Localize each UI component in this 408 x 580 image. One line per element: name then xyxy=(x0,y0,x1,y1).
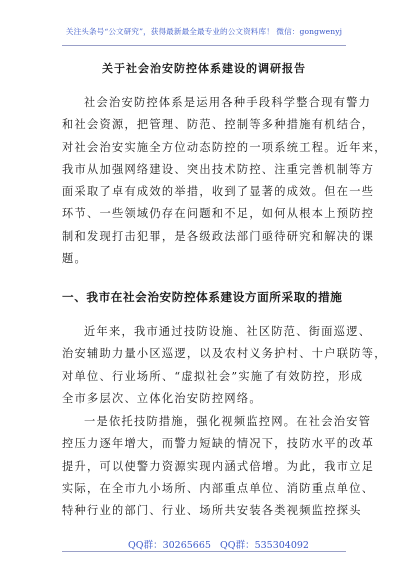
header-divider xyxy=(62,45,346,46)
paragraph-line: 对单位、行业场所、“虚拟社会”实施了有效防控，形成 xyxy=(62,369,364,383)
paragraph-line: 对社会治安实施全方位动态防控的一项系统工程。近年来， xyxy=(62,140,387,154)
paragraph-line: 制和发现打击犯罪，是各级政法部门亟待研究和解决的课 xyxy=(62,229,375,243)
page-header-notice: 关注头条号“公文研究”，获得最新最全最专业的公文资料库！ 微信：gongwenyj xyxy=(65,27,343,36)
paragraph-line: 面采取了卓有成效的举措，收到了显著的成效。但在一些 xyxy=(62,185,375,199)
paragraph-line: 题。 xyxy=(62,252,87,266)
footer-qq-group-right: QQ群：535304092 xyxy=(220,540,309,551)
paragraph-line: 我市从加强网络建设、突出技术防控、注重完善机制等方 xyxy=(62,162,375,176)
paragraph-line: 和社会资源，把管理、防范、控制等多种措施有机结合， xyxy=(62,118,375,132)
paragraph-line: 实际，在全市九小场所、内部重点单位、消防重点单位、 xyxy=(62,481,375,495)
paragraph-line: 社会治安防控体系是运用各种手段科学整合现有警力 xyxy=(84,96,372,109)
intro-paragraph xyxy=(62,92,387,270)
paragraph-line: 近年来，我市通过技防设施、社区防范、街面巡逻、 xyxy=(84,325,372,338)
paragraph-line: 特种行业的部门、行业、场所共安装各类视频监控探头 xyxy=(62,504,362,518)
paragraph-line: 提升，可以使警力资源实现内涵式倍增。为此，我市立足 xyxy=(62,459,375,473)
paragraph-line: 环节、一些领域仍存在问题和不足，如何从根本上预防控 xyxy=(62,207,375,221)
paragraph-line: 治安辅助力量小区巡逻，以及农村义务护村、十户联防等， xyxy=(62,347,387,361)
point-one-paragraph xyxy=(62,411,375,522)
section-heading: 一、我市在社会治安防控体系建设方面所采取的措施 xyxy=(62,290,343,304)
document-title: 关于社会治安防控体系建设的调研报告 xyxy=(102,62,306,75)
paragraph-line: 全市多层次、立体化治安防控网络。 xyxy=(62,391,262,405)
section-intro-paragraph xyxy=(62,321,387,410)
paragraph-line: 控压力逐年增大，而警力短缺的情况下，技防水平的改革 xyxy=(62,437,375,451)
paragraph-line: 一是依托技防措施，强化视频监控网。在社会治安管 xyxy=(84,415,372,428)
footer-qq-group-left: QQ群：30265665 xyxy=(128,540,211,551)
footer-divider xyxy=(62,551,346,552)
